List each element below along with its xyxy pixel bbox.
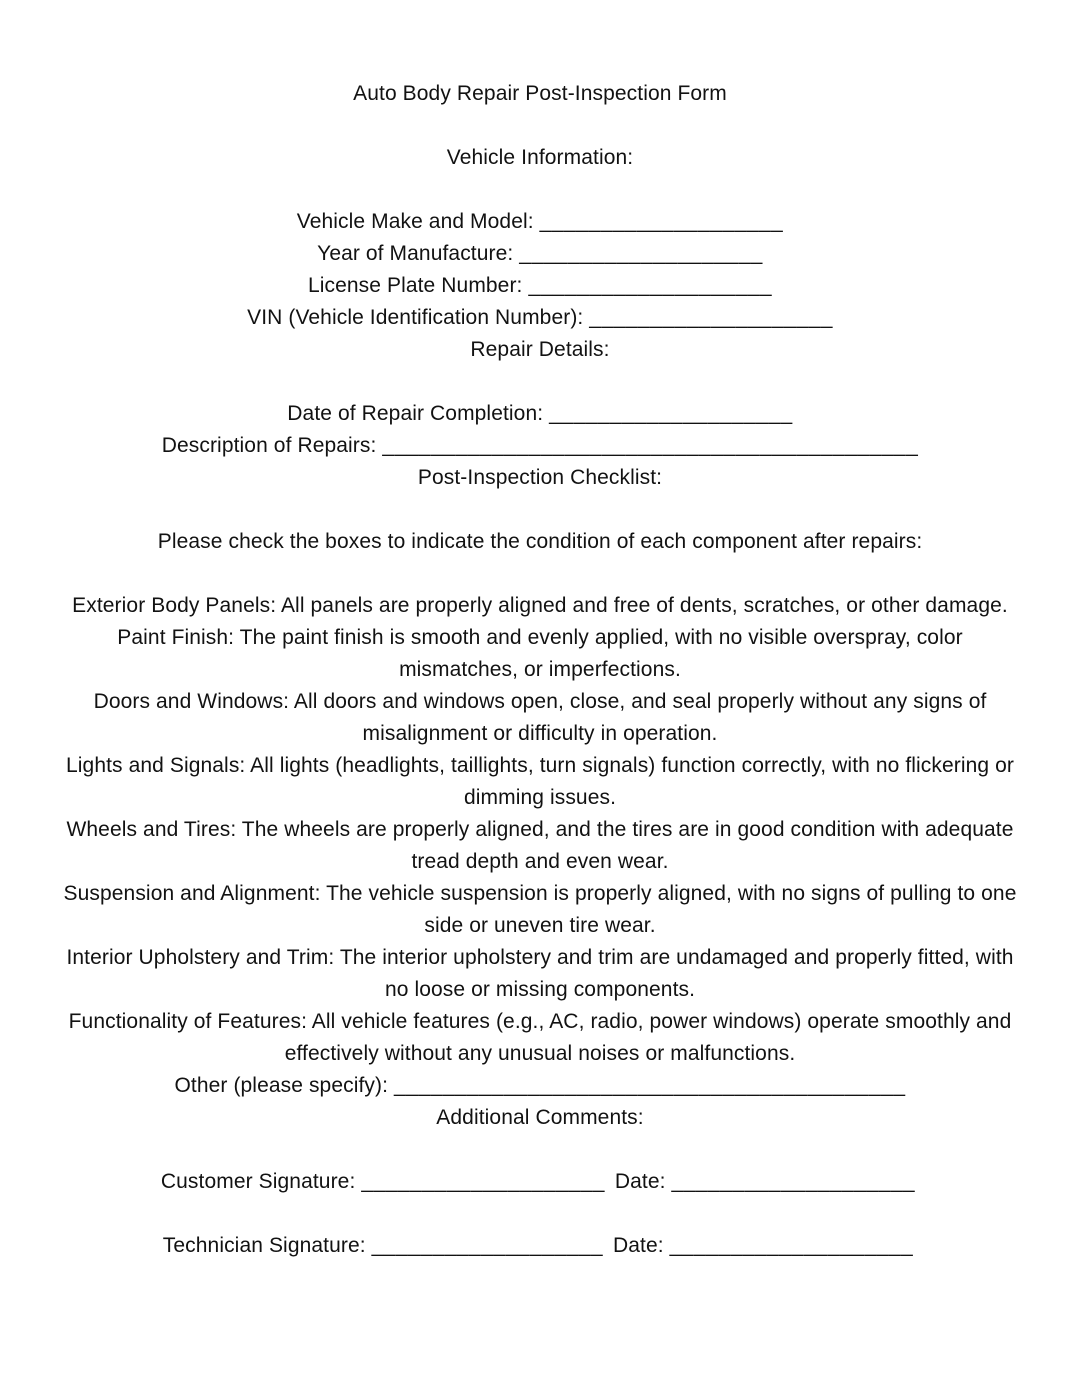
- year-of-manufacture-blank[interactable]: ____________________: [519, 242, 763, 265]
- form-title: Auto Body Repair Post-Inspection Form: [353, 82, 727, 105]
- field-row-license-plate: [56, 270, 1024, 302]
- field-row-date-of-repair-completion: [56, 398, 1024, 430]
- checklist-item-suspension-and-alignment: Suspension and Alignment: The vehicle suspension is properly aligned, with no signs of pulling to one side or uneven tire wear.: [63, 882, 1017, 937]
- technician-date-label: Date:: [612, 1234, 664, 1257]
- additional-comments-heading: Additional Comments:: [436, 1106, 644, 1129]
- date-of-repair-completion-blank[interactable]: ____________________: [549, 402, 793, 425]
- license-plate-blank[interactable]: ____________________: [528, 274, 773, 297]
- license-plate-label: License Plate Number:: [307, 274, 523, 297]
- checklist-item-lights-and-signals: Lights and Signals: All lights (headlights, taillights, turn signals) function correctly, with no flickering or dimming issues.: [66, 754, 1014, 809]
- checklist-instruction: Please check the boxes to indicate the condition of each component after repairs:: [157, 530, 923, 553]
- vehicle-information-heading: Vehicle Information:: [446, 146, 634, 169]
- description-of-repairs-blank[interactable]: ____________________________________________: [382, 434, 919, 457]
- field-row-year-of-manufacture: [56, 238, 1024, 270]
- checklist-item-paint-finish: Paint Finish: The paint finish is smooth and evenly applied, with no visible overspray, color mismatches, or imperfections.: [117, 626, 963, 681]
- technician-signature-blank[interactable]: ___________________: [371, 1234, 604, 1257]
- vehicle-make-model-label: Vehicle Make and Model:: [296, 210, 534, 233]
- checklist-item-wheels-and-tires: Wheels and Tires: The wheels are properly aligned, and the tires are in good condition with adequate tread depth and even wear.: [66, 818, 1014, 873]
- customer-signature-label: Customer Signature:: [160, 1170, 356, 1193]
- vin-label: VIN (Vehicle Identification Number):: [247, 306, 584, 329]
- customer-date-blank[interactable]: ____________________: [671, 1170, 916, 1193]
- date-of-repair-completion-label: Date of Repair Completion:: [287, 402, 544, 425]
- customer-signature-blank[interactable]: ____________________: [361, 1170, 605, 1193]
- vehicle-make-model-blank[interactable]: ____________________: [539, 210, 784, 233]
- field-row-vin: [56, 302, 1024, 334]
- field-row-other-specify: [56, 1070, 1024, 1102]
- field-row-vehicle-make-model: [56, 206, 1024, 238]
- vin-blank[interactable]: ____________________: [589, 306, 833, 329]
- post-inspection-checklist-heading: Post-Inspection Checklist:: [417, 466, 663, 489]
- repair-details-heading: Repair Details:: [470, 338, 610, 361]
- checklist-item-doors-and-windows: Doors and Windows: All doors and windows open, close, and seal properly without any signs of misalignment or difficulty in operation.: [93, 690, 987, 745]
- customer-date-label: Date:: [614, 1170, 666, 1193]
- year-of-manufacture-label: Year of Manufacture:: [317, 242, 514, 265]
- other-specify-label: Other (please specify):: [174, 1074, 389, 1097]
- customer-signature-row: [56, 1166, 1024, 1198]
- other-specify-blank[interactable]: __________________________________________: [393, 1074, 906, 1097]
- checklist-item-exterior-body-panels: Exterior Body Panels: All panels are properly aligned and free of dents, scratches, or other damage.: [72, 594, 1008, 617]
- technician-signature-label: Technician Signature:: [162, 1234, 366, 1257]
- checklist-item-functionality-of-features: Functionality of Features: All vehicle features (e.g., AC, radio, power windows) operate smoothly and effectively without any unusual noises or malfunctions.: [68, 1010, 1012, 1065]
- description-of-repairs-label: Description of Repairs:: [161, 434, 377, 457]
- checklist-items: [56, 590, 1024, 1070]
- checklist-item-interior-upholstery-and-trim: Interior Upholstery and Trim: The interior upholstery and trim are undamaged and properly fitted, with no loose or missing components.: [66, 946, 1014, 1001]
- form-content: [56, 78, 1024, 1262]
- field-row-description-of-repairs: [56, 430, 1024, 462]
- technician-date-blank[interactable]: ____________________: [669, 1234, 914, 1257]
- technician-signature-row: [56, 1230, 1024, 1262]
